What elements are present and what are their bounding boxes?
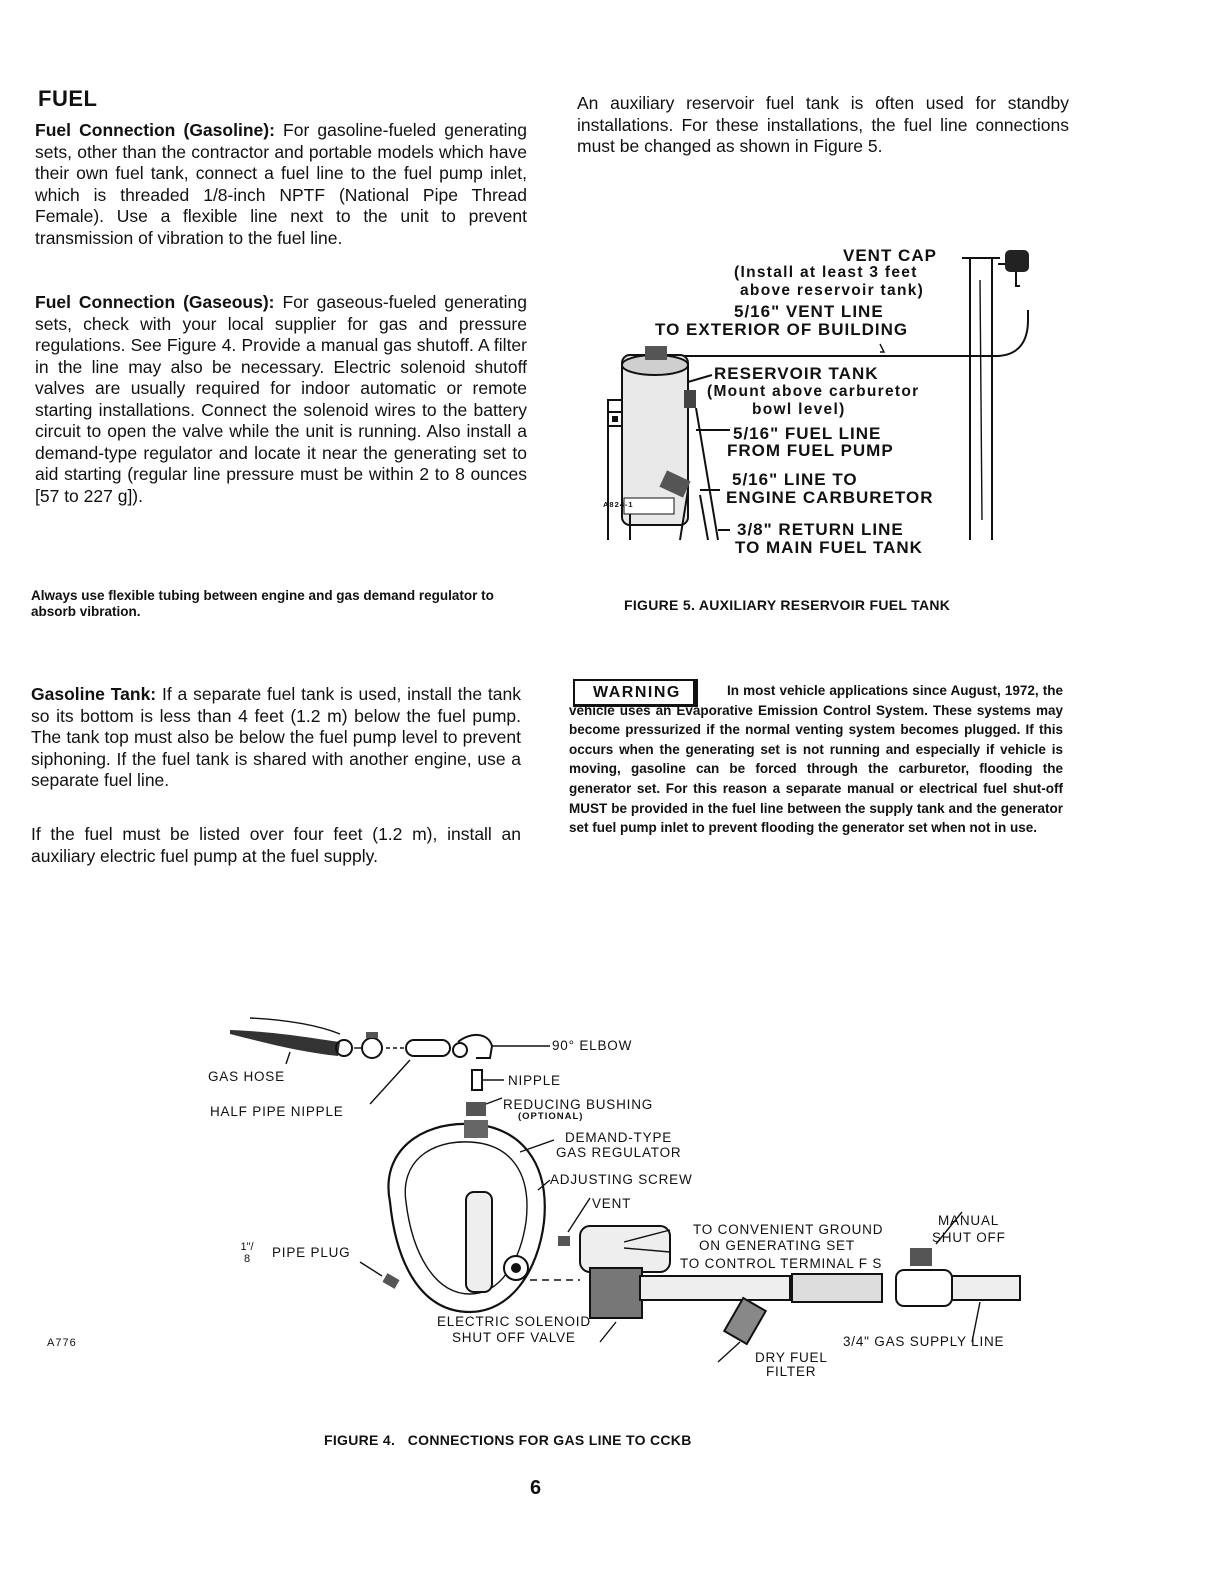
- fig4-vent-label: VENT: [592, 1196, 632, 1211]
- fig5-carb-line-1: 5/16" LINE TO: [732, 470, 858, 489]
- gaseous-connection-text: For gaseous-fueled generating sets, check with your local supplier for gas and pressure regulations. See Figure 4. Provide a manual gas shutoff. A filter in the line may also be necessary. Electric solenoid shutoff valves are usually required for indoor automatic or remote starting installations. Connect the solenoid wires to the battery circuit to open the valve while the unit is running. Also install a demand-type regulator and locate it near the generating set to aid starting (regular line pressure must be within 2 to 8 ounces [57 to 227 g]).: [35, 292, 527, 506]
- figure5-part-code: A824-1: [603, 500, 634, 509]
- fig5-fuel-line-2: FROM FUEL PUMP: [727, 441, 894, 460]
- page-number: 6: [530, 1477, 542, 1499]
- vibration-note: Always use flexible tubing between engine and gas demand regulator to absorb vibration.: [31, 588, 494, 619]
- figure4-caption: FIGURE 4. CONNECTIONS FOR GAS LINE TO CCKB: [324, 1432, 692, 1448]
- fig4-manual-shutoff-label-2: SHUT OFF: [932, 1230, 1006, 1245]
- warning-badge: WARNING: [573, 679, 698, 707]
- pipe-plug-icon: [360, 1262, 400, 1289]
- fig4-solenoid-label-1: ELECTRIC SOLENOID: [437, 1314, 591, 1329]
- fig5-vent-line-2: TO EXTERIOR OF BUILDING: [655, 320, 909, 339]
- fig5-vent-line-1: 5/16" VENT LINE: [734, 302, 884, 321]
- gasoline-connection-text: For gasoline-fueled generating sets, other than the contractor and portable models which have their own fuel tank, connect a fuel line to the fuel pump inlet, which is threaded 1/8-inch NPTF (National Pipe Thread Female). Use a flexible line next to the unit to prevent transmission of vibration to the fuel line.: [35, 120, 527, 248]
- fig4-control-terminal-label: TO CONTROL TERMINAL F S: [680, 1256, 883, 1271]
- half-pipe-nipple-icon: [406, 1040, 450, 1056]
- fig4-elbow-label: 90° ELBOW: [552, 1038, 633, 1053]
- fig4-pipe-plug-label: PIPE PLUG: [272, 1245, 351, 1260]
- demand-regulator-icon: [388, 1120, 554, 1312]
- gaseous-connection-label: Fuel Connection (Gaseous):: [35, 292, 275, 312]
- fig5-vent-cap-note-2: above reservoir tank): [740, 282, 925, 299]
- gasoline-tank-text: If a separate fuel tank is used, install the tank so its bottom is less than 4 feet (1.2 m) below the fuel pump. The tank top must also be below the fuel pump level to prevent siphoning. If the fuel tank is shared with another engine, use a separate fuel line.: [31, 684, 521, 790]
- fig4-solenoid-label-2: SHUT OFF VALVE: [452, 1330, 576, 1345]
- figure4-part-code: A776: [47, 1337, 77, 1349]
- fig5-vent-cap-label: VENT CAP: [843, 246, 937, 265]
- fig4-dry-filter-label-2: FILTER: [766, 1364, 817, 1379]
- fig4-nipple-label: NIPPLE: [508, 1073, 561, 1088]
- fig5-carb-line-2: ENGINE CARBURETOR: [726, 488, 934, 507]
- fig4-gas-hose-label: GAS HOSE: [208, 1069, 285, 1084]
- fig5-vent-cap-note-1: (Install at least 3 feet: [734, 264, 918, 281]
- gasoline-connection-label: Fuel Connection (Gasoline):: [35, 120, 275, 140]
- section-heading: FUEL: [38, 86, 98, 111]
- fig5-return-line-1: 3/8" RETURN LINE: [737, 520, 904, 539]
- fig4-pipe-plug-fraction: 1"/8: [240, 1241, 254, 1265]
- vent-pipe: [962, 258, 1000, 540]
- fig5-reservoir-tank: RESERVOIR TANK: [714, 364, 879, 383]
- vent-cap-icon: [998, 250, 1029, 286]
- warning-text: In most vehicle applications since August, 1972, the vehicle uses an Evaporative Emission Control System. These systems may become pressurized if the normal venting system becomes plugged. If this occurs when the generating set is not running and especially if vehicle is moving, gasoline can be forced through the carburetor, flooding the generator set. For this reason a separate manual or electrical fuel shut-off MUST be provided in the fuel line between the supply tank and the generator set fuel pump inlet to prevent flooding the generator set when not in use.: [569, 683, 1063, 836]
- fig5-reservoir-note-1: (Mount above carburetor: [707, 383, 920, 400]
- gas-hose-icon: [230, 1018, 340, 1056]
- gaseous-connection-paragraph: [35, 292, 527, 507]
- fig4-ground-label-2: ON GENERATING SET: [699, 1238, 855, 1253]
- reservoir-intro-paragraph: An auxiliary reservoir fuel tank is often used for standby installations. For these installations, the fuel line connections must be changed as shown in Figure 5.: [577, 93, 1069, 156]
- fig4-gas-supply-label: 3/4" GAS SUPPLY LINE: [843, 1334, 1005, 1349]
- clamp-icon: [362, 1032, 382, 1058]
- fig5-return-line-2: TO MAIN FUEL TANK: [735, 538, 923, 557]
- lift-note-paragraph: If the fuel must be listed over four feet (1.2 m), install an auxiliary electric fuel pump at the fuel supply.: [31, 824, 521, 866]
- gasoline-tank-paragraph: [31, 684, 521, 792]
- fig4-dry-filter-label-1: DRY FUEL: [755, 1350, 828, 1365]
- nipple-icon: [472, 1070, 504, 1090]
- fig5-fuel-line-1: 5/16" FUEL LINE: [733, 424, 882, 443]
- gas-pipe-icon: [640, 1274, 1020, 1302]
- fig4-regulator-label-2: GAS REGULATOR: [556, 1145, 682, 1160]
- gasoline-tank-label: Gasoline Tank:: [31, 684, 157, 704]
- fig4-manual-shutoff-label-1: MANUAL: [938, 1213, 1000, 1228]
- fig4-half-pipe-nipple-label: HALF PIPE NIPPLE: [210, 1104, 344, 1119]
- fig4-regulator-label-1: DEMAND-TYPE: [565, 1130, 673, 1145]
- fig4-ground-label-1: TO CONVENIENT GROUND: [693, 1222, 884, 1237]
- fig4-reducing-bushing-label: REDUCING BUSHING: [503, 1097, 654, 1112]
- elbow-icon: [453, 1035, 492, 1058]
- reducing-bushing-icon: [466, 1098, 502, 1116]
- figure5-caption: FIGURE 5. AUXILIARY RESERVOIR FUEL TANK: [624, 597, 951, 613]
- fig4-adjusting-screw-label: ADJUSTING SCREW: [550, 1172, 693, 1187]
- fig5-reservoir-note-2: bowl level): [752, 401, 846, 418]
- fig4-optional-label: (OPTIONAL): [518, 1111, 584, 1122]
- gasoline-connection-paragraph: [35, 120, 527, 249]
